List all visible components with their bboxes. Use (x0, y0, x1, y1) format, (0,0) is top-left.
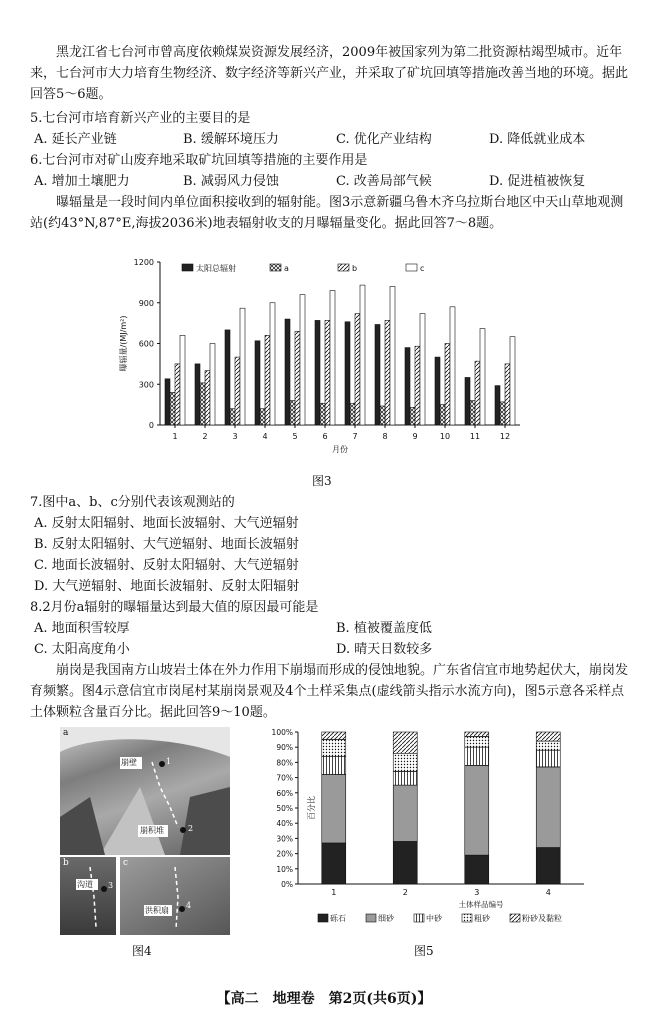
x-tick-label: 12 (499, 432, 511, 441)
question-8-stem: 8.2月份a辐射的曝辐量达到最大值的原因最可能是 (30, 600, 319, 615)
bar-b-month-5 (295, 331, 300, 425)
figure-5-caption: 图5 (414, 944, 434, 958)
legend-label-太阳总辐射: 太阳总辐射 (196, 264, 236, 273)
bar-segment-细砂-sample-4 (536, 767, 560, 848)
x-tick-label: 6 (322, 432, 328, 441)
photo-c (120, 857, 230, 935)
bar-太阳总辐射-month-1 (165, 379, 170, 425)
x-tick-label: 4 (545, 888, 551, 897)
point-1-label: 1 (166, 757, 172, 766)
photo-a (60, 727, 230, 855)
figure-3-bar-chart (112, 254, 532, 472)
x-tick-label: 1 (331, 888, 337, 897)
label-bengbi: 崩壁 (121, 758, 137, 767)
bar-segment-砾石-sample-1 (322, 843, 346, 884)
bar-b-month-3 (235, 357, 240, 425)
legend-swatch-砾石 (318, 914, 328, 922)
bar-a-month-6 (320, 403, 325, 425)
y-axis-label: 百分比 (307, 796, 316, 820)
bar-c-month-6 (330, 291, 335, 425)
bar-c-month-4 (270, 303, 275, 425)
bar-a-month-9 (410, 407, 415, 425)
bar-a-month-5 (290, 401, 295, 425)
bar-c-month-1 (180, 335, 185, 425)
bar-太阳总辐射-month-9 (405, 348, 410, 425)
bar-c-month-10 (450, 307, 455, 425)
y-tick-label: 40% (276, 819, 293, 829)
x-tick-label: 4 (262, 432, 268, 441)
legend-label-粗砂: 粗砂 (474, 914, 490, 923)
photo-a-label: a (63, 728, 69, 738)
q8-option-a: A. 地面积雪较厚 (34, 621, 130, 636)
question-6-stem: 6.七台河市对矿山废弃地采取矿坑回填等措施的主要作用是 (30, 153, 368, 168)
y-tick-label: 90% (276, 743, 293, 753)
y-tick-label: 300 (138, 380, 154, 390)
label-hongjishan: 洪积扇 (145, 906, 169, 915)
bar-a-month-12 (500, 402, 505, 425)
x-tick-label: 3 (474, 888, 480, 897)
legend-label-粉砂及黏粒: 粉砂及黏粒 (522, 914, 562, 923)
figure-3-caption: 图3 (312, 474, 332, 488)
figure-5-stacked-bar-chart (262, 724, 592, 942)
legend-swatch-粗砂 (462, 914, 472, 922)
q6-option-b: B. 减弱风力侵蚀 (183, 174, 279, 189)
bar-c-month-2 (210, 344, 215, 426)
x-tick-label: 2 (402, 888, 408, 897)
bar-segment-细砂-sample-2 (393, 785, 417, 841)
bar-b-month-4 (265, 335, 270, 425)
bar-a-month-8 (380, 406, 385, 425)
photo-b (60, 857, 116, 935)
y-tick-label: 0% (281, 880, 293, 889)
bar-太阳总辐射-month-2 (195, 364, 200, 425)
y-tick-label: 80% (276, 758, 293, 768)
bar-segment-砾石-sample-3 (465, 855, 489, 884)
q7-option-d: D. 大气逆辐射、地面长波辐射、反射太阳辐射 (34, 579, 300, 594)
bar-太阳总辐射-month-7 (345, 322, 350, 425)
bar-segment-粗砂-sample-1 (322, 740, 346, 757)
bar-太阳总辐射-month-12 (495, 386, 500, 425)
legend-swatch-a (270, 264, 281, 271)
bar-segment-粉砂及黏粒-sample-1 (322, 732, 346, 740)
bar-b-month-7 (355, 314, 360, 425)
x-tick-label: 7 (352, 432, 358, 441)
intro-passage-2: 曝辐量是一段时间内单位面积接收到的辐射能。图3示意新疆乌鲁木齐乌拉斯台地区中天山草地观测站(约43°N,87°E,海拔2036米)地表辐射收支的月曝辐量变化。据此回答7～8题。 (30, 195, 624, 231)
bar-a-month-11 (470, 401, 475, 425)
bar-segment-中砂-sample-2 (393, 772, 417, 786)
q7-option-b: B. 反射太阳辐射、大气逆辐射、地面长波辐射 (34, 537, 299, 552)
bar-segment-细砂-sample-3 (465, 765, 489, 855)
page-footer: 【高二 地理卷 第2页(共6页)】 (216, 991, 432, 1007)
point-3-label: 3 (108, 881, 114, 890)
q5-option-c: C. 优化产业结构 (336, 132, 432, 147)
bar-b-month-11 (475, 361, 480, 425)
x-tick-label: 1 (172, 432, 178, 441)
bar-a-month-4 (260, 409, 265, 425)
bar-b-month-12 (505, 364, 510, 425)
bar-segment-砾石-sample-4 (536, 848, 560, 884)
bar-segment-中砂-sample-3 (465, 747, 489, 765)
q8-option-b: B. 植被覆盖度低 (336, 621, 432, 636)
bar-segment-粗砂-sample-3 (465, 737, 489, 748)
bar-b-month-2 (205, 371, 210, 425)
intro-passage-1: 黑龙江省七台河市曾高度依赖煤炭资源发展经济，2009年被国家列为第二批资源枯竭型城市。近年来，七台河市大力培育生物经济、数字经济等新兴产业，并采取了矿坑回填等措施改善当地的环境。据此回答5～6题。 (30, 45, 629, 102)
q7-option-c: C. 地面长波辐射、反射太阳辐射、大气逆辐射 (34, 558, 299, 573)
bar-a-month-1 (170, 392, 175, 425)
x-axis-label: 土体样品编号 (458, 900, 504, 909)
figure-4-caption: 图4 (132, 944, 152, 958)
x-tick-label: 8 (382, 432, 388, 441)
q6-option-c: C. 改善局部气候 (336, 174, 432, 189)
intro-passage-3: 崩岗是我国南方山坡岩土体在外力作用下崩塌而形成的侵蚀地貌。广东省信宜市地势起伏大，崩岗发育频繁。图4示意信宜市岗尾村某崩岗景观及4个土样采集点(虚线箭头指示水流方向)，图5示意各采样点土体颗粒含量百分比。据此回答9～10题。 (30, 663, 629, 720)
legend-swatch-中砂 (414, 914, 424, 922)
bar-segment-细砂-sample-1 (322, 775, 346, 843)
bar-segment-粉砂及黏粒-sample-3 (465, 732, 489, 737)
figure-4-photos (60, 727, 230, 937)
y-tick-label: 0 (148, 421, 154, 430)
bar-b-month-8 (385, 320, 390, 425)
x-axis-label: 月份 (332, 445, 348, 454)
legend-swatch-细砂 (366, 914, 376, 922)
q7-option-a: A. 反射太阳辐射、地面长波辐射、大气逆辐射 (34, 516, 299, 531)
y-tick-label: 900 (138, 298, 154, 308)
point-2-label: 2 (188, 824, 194, 833)
x-tick-label: 2 (202, 432, 208, 441)
legend-swatch-c (406, 264, 417, 271)
bar-segment-砾石-sample-2 (393, 841, 417, 884)
q6-option-d: D. 促进植被恢复 (489, 174, 586, 189)
legend-label-砾石: 砾石 (330, 914, 346, 923)
bar-segment-中砂-sample-4 (536, 750, 560, 767)
y-tick-label: 10% (276, 864, 293, 874)
bar-c-month-5 (300, 295, 305, 425)
q8-option-d: D. 晴天日数较多 (336, 642, 433, 657)
legend-label-a: a (284, 264, 289, 273)
q5-option-a: A. 延长产业链 (34, 132, 117, 147)
bar-太阳总辐射-month-6 (315, 320, 320, 425)
y-tick-label: 20% (276, 849, 293, 859)
bar-a-month-10 (440, 405, 445, 425)
y-tick-label: 70% (276, 773, 293, 783)
bar-太阳总辐射-month-10 (435, 357, 440, 425)
legend-swatch-b (338, 264, 349, 271)
question-7-stem: 7.图中a、b、c分别代表该观测站的 (30, 495, 235, 510)
y-tick-label: 50% (276, 804, 293, 813)
bar-b-month-10 (445, 344, 450, 426)
legend-label-c: c (420, 264, 425, 273)
y-tick-label: 60% (276, 788, 293, 798)
bar-c-month-3 (240, 308, 245, 425)
y-axis-label: 曝辐量/(MJ/m²) (119, 315, 128, 372)
bar-c-month-8 (390, 286, 395, 425)
bar-c-month-7 (360, 285, 365, 425)
bar-segment-中砂-sample-1 (322, 756, 346, 774)
y-tick-label: 1200 (133, 258, 154, 267)
x-tick-label: 11 (469, 432, 481, 441)
x-tick-label: 10 (439, 432, 451, 441)
point-4-label: 4 (186, 901, 192, 910)
bar-太阳总辐射-month-8 (375, 324, 380, 425)
bar-太阳总辐射-month-3 (225, 330, 230, 425)
legend-label-中砂: 中砂 (426, 914, 442, 923)
label-goudao: 沟道 (77, 880, 93, 889)
bar-a-month-2 (200, 383, 205, 425)
y-tick-label: 600 (138, 339, 154, 349)
q6-option-a: A. 增加土壤肥力 (34, 174, 130, 189)
bar-太阳总辐射-month-5 (285, 319, 290, 425)
q5-option-d: D. 降低就业成本 (489, 132, 586, 147)
label-bengjidui: 崩积堆 (140, 826, 164, 835)
photo-c-label: c (123, 858, 129, 868)
photo-b-label: b (63, 858, 69, 868)
legend-swatch-太阳总辐射 (182, 264, 193, 271)
question-5-stem: 5.七台河市培育新兴产业的主要目的是 (30, 111, 251, 126)
bar-b-month-6 (325, 320, 330, 425)
bar-b-month-9 (415, 346, 420, 425)
q8-option-c: C. 太阳高度角小 (34, 642, 130, 657)
bar-太阳总辐射-month-4 (255, 341, 260, 425)
y-tick-label: 30% (276, 834, 293, 844)
bar-segment-粗砂-sample-4 (536, 741, 560, 750)
bar-segment-粉砂及黏粒-sample-2 (393, 732, 417, 753)
bar-c-month-12 (510, 337, 515, 425)
legend-label-b: b (352, 264, 358, 273)
bar-segment-粉砂及黏粒-sample-4 (536, 732, 560, 741)
x-tick-label: 9 (412, 432, 418, 441)
y-tick-label: 100% (271, 728, 293, 737)
bar-b-month-1 (175, 364, 180, 425)
bar-a-month-3 (230, 409, 235, 425)
x-tick-label: 3 (232, 432, 238, 441)
bar-c-month-11 (480, 329, 485, 425)
bar-c-month-9 (420, 314, 425, 425)
legend-label-细砂: 细砂 (378, 914, 394, 923)
q5-option-b: B. 缓解环境压力 (183, 132, 279, 147)
x-tick-label: 5 (292, 432, 298, 441)
legend-swatch-粉砂及黏粒 (510, 914, 520, 922)
bar-a-month-7 (350, 403, 355, 425)
bar-segment-粗砂-sample-2 (393, 753, 417, 771)
bar-太阳总辐射-month-11 (465, 377, 470, 425)
